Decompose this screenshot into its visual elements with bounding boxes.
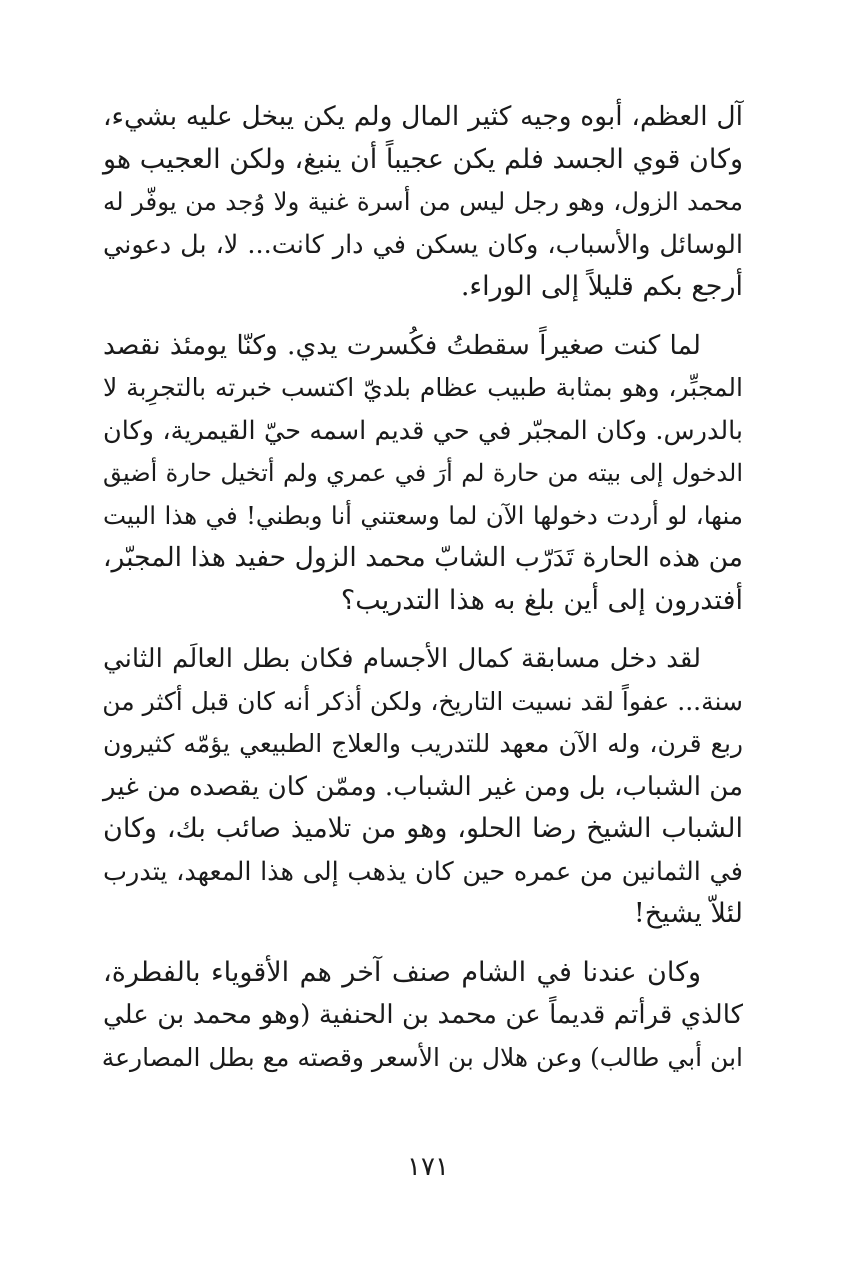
text-line: الشباب الشيخ رضا الحلو، وهو من تلاميذ صائب بك، وكان [103,813,743,844]
text-line: المجبِّر، وهو بمثابة طبيب عظام بلديّ اكتسب خبرته بالتجرِبة لا [103,373,743,402]
text-line: سنة... عفواً لقد نسيت التاريخ، ولكن أذكر أنه كان قبل أكثر من [102,686,743,716]
text-line: الوسائل والأسباب، وكان يسكن في دار كانت... لا، بل دعوني [103,229,743,260]
text-line: وكان قوي الجسد فلم يكن عجيباً أن ينبغ، ولكن العجيب هو [102,143,743,175]
text-line: لما كنت صغيراً سقطتُ فكُسرت يدي. وكنّا يومئذ نقصد [103,329,701,361]
text-line: وكان عندنا في الشام صنف آخر هم الأقوياء بالفطرة، [103,956,701,988]
text-line: محمد الزول، وهو رجل ليس من أسرة غنية ولا وُجد من يوفّر له [103,187,743,216]
text-line: في الثمانين من عمره حين كان يذهب إلى هذا المعهد، يتدرب [103,856,743,887]
paragraph-1 [103,96,743,309]
paragraph-4 [103,952,743,1080]
paragraph-2 [103,325,743,623]
text-line: لئلاّ يشيخ! [633,898,743,929]
text-line: من هذه الحارة تَدَرّب الشابّ محمد الزول حفيد هذا المجبّر، [103,542,743,573]
page-number: ١٧١ [407,1152,449,1182]
text-line: منها، لو أردت دخولها الآن لما وسعتني أنا وبطني! في هذا البيت [103,500,743,530]
body-text [103,96,743,1095]
text-line: من الشباب، بل ومن غير الشباب. وممّن كان يقصده من غير [103,771,743,802]
text-line: آل العظم، أبوه وجيه كثير المال ولم يكن يبخل عليه بشيء، [103,101,743,132]
paragraph-3 [103,638,743,936]
text-line: بالدرس. وكان المجبّر في حي قديم اسمه حيّ القيمرية، وكان [103,415,743,446]
text-line: الدخول إلى بيته من حارة لم أرَ في عمري ولم أتخيل حارة أضيق [103,459,743,487]
text-line: أرجع بكم قليلاً إلى الوراء. [460,271,743,302]
text-line: ربع قرن، وله الآن معهد للتدريب والعلاج الطبيعي يؤمّه كثيرون [103,729,743,758]
text-line: أفتدرون إلى أين بلغ به هذا التدريب؟ [340,584,743,616]
text-line: كالذي قرأتم قديماً عن محمد بن الحنفية (وهو محمد بن علي [103,1000,743,1030]
text-line: ابن أبي طالب) وعن هلال بن الأسعر وقصته مع بطل المصارعة [101,1042,743,1072]
text-line: لقد دخل مسابقة كمال الأجسام فكان بطل العالَم الثاني [103,644,701,674]
